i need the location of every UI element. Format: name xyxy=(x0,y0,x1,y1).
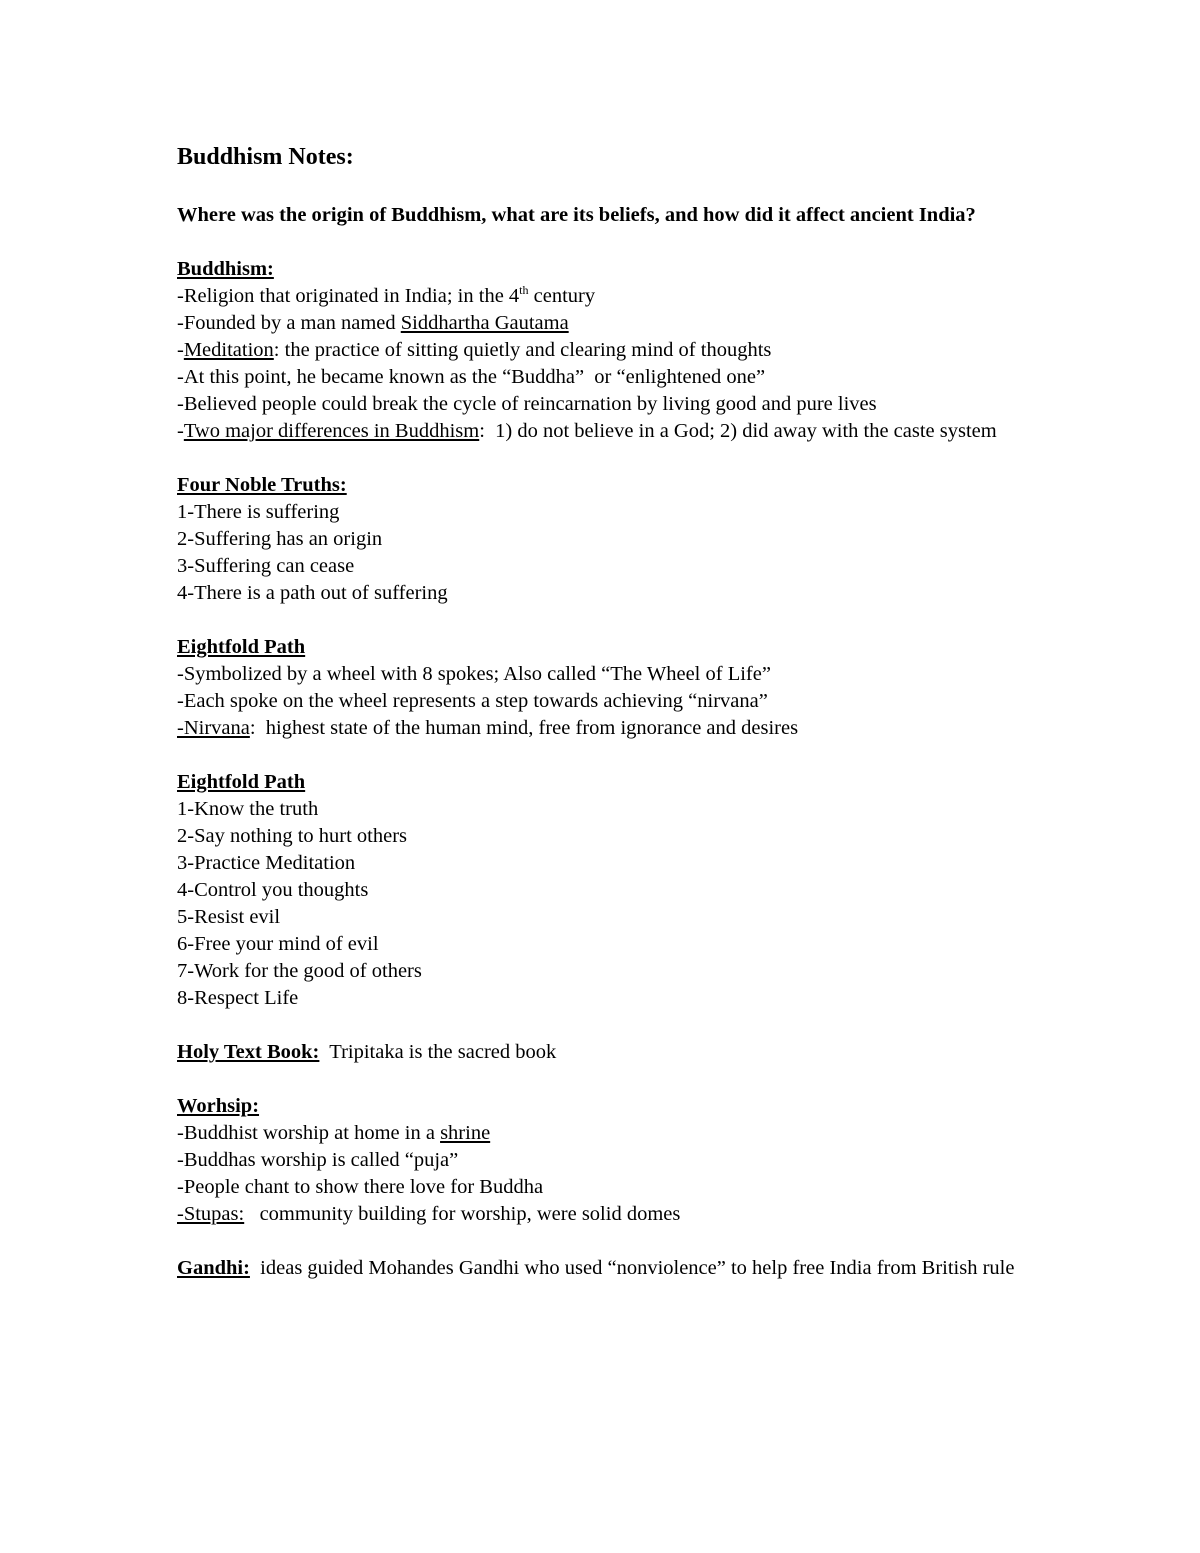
text-run: -Buddhist worship at home in a xyxy=(177,1122,441,1144)
essential-question: Where was the origin of Buddhism, what are its beliefs, and how did it affect ancient India? xyxy=(177,204,976,226)
page-title: Buddhism Notes: xyxy=(177,144,354,170)
list-item: 2-Say nothing to hurt others xyxy=(177,825,408,847)
section-eightfold-path-steps xyxy=(177,769,1057,1012)
text-run: -Religion that originated in India; in the 4 xyxy=(177,285,520,307)
section-buddhism xyxy=(177,256,1057,445)
note-line xyxy=(177,1039,1057,1066)
note-line: -Buddhas worship is called “puja” xyxy=(177,1149,459,1171)
list-item: 4-Control you thoughts xyxy=(177,879,369,901)
note-line xyxy=(177,418,1057,445)
section-gandhi xyxy=(177,1255,1057,1282)
list-item: 7-Work for the good of others xyxy=(177,960,422,982)
section-heading-four-noble-truths: Four Noble Truths: xyxy=(177,474,347,496)
underlined-term: -Nirvana xyxy=(177,717,250,739)
text-run: : 1) do not believe in a God; 2) did away with the caste system xyxy=(479,420,997,442)
note-line xyxy=(177,283,1057,310)
section-four-noble-truths xyxy=(177,472,1057,607)
underlined-term: Siddhartha Gautama xyxy=(400,312,569,334)
section-heading-gandhi: Gandhi: xyxy=(177,1257,250,1279)
note-line xyxy=(177,1255,1057,1282)
section-heading-buddhism xyxy=(177,256,1057,283)
superscript: th xyxy=(519,283,529,298)
list-item: 6-Free your mind of evil xyxy=(177,933,379,955)
underlined-term: Two major differences in Buddhism xyxy=(183,420,480,442)
list-item: 1-Know the truth xyxy=(177,798,319,820)
section-worship xyxy=(177,1093,1057,1228)
note-line xyxy=(177,1120,1057,1147)
note-line xyxy=(177,715,1057,742)
text-run: community building for worship, were solid domes xyxy=(244,1203,681,1225)
section-holy-text xyxy=(177,1039,1057,1066)
note-line: -At this point, he became known as the “Buddha” or “enlightened one” xyxy=(177,366,766,388)
section-eightfold-path-intro xyxy=(177,634,1057,742)
text-run: century xyxy=(528,285,596,307)
note-line xyxy=(177,310,1057,337)
list-item: 4-There is a path out of suffering xyxy=(177,582,448,604)
document-page xyxy=(177,142,1057,1309)
list-item: 8-Respect Life xyxy=(177,987,299,1009)
underlined-term: Meditation xyxy=(183,339,274,361)
text-run: ideas guided Mohandes Gandhi who used “nonviolence” to help free India from British rule xyxy=(249,1257,1015,1279)
list-item: 3-Practice Meditation xyxy=(177,852,356,874)
section-heading-holy-text: Holy Text Book: xyxy=(177,1041,320,1063)
section-heading-eightfold-path: Eightfold Path xyxy=(177,636,306,658)
text-run: : the practice of sitting quietly and clearing mind of thoughts xyxy=(273,339,772,361)
list-item: 2-Suffering has an origin xyxy=(177,528,383,550)
note-line: -People chant to show there love for Buddha xyxy=(177,1176,544,1198)
text-run: - xyxy=(177,420,184,442)
text-run: -Founded by a man named xyxy=(177,312,401,334)
list-item: 5-Resist evil xyxy=(177,906,281,928)
heading-text: Buddhism: xyxy=(177,258,274,280)
note-line xyxy=(177,337,1057,364)
section-heading-worship: Worhsip: xyxy=(177,1095,260,1117)
text-run: - xyxy=(177,339,184,361)
section-heading-eightfold-path: Eightfold Path xyxy=(177,771,306,793)
list-item: 3-Suffering can cease xyxy=(177,555,355,577)
note-line: -Each spoke on the wheel represents a step towards achieving “nirvana” xyxy=(177,690,768,712)
note-line xyxy=(177,1201,1057,1228)
underlined-term: shrine xyxy=(440,1122,491,1144)
underlined-term: -Stupas: xyxy=(177,1203,245,1225)
note-line: -Believed people could break the cycle of reincarnation by living good and pure lives xyxy=(177,393,877,415)
list-item: 1-There is suffering xyxy=(177,501,340,523)
text-run: : highest state of the human mind, free from ignorance and desires xyxy=(249,717,799,739)
note-line: -Symbolized by a wheel with 8 spokes; Also called “The Wheel of Life” xyxy=(177,663,771,685)
text-run: Tripitaka is the sacred book xyxy=(319,1041,557,1063)
